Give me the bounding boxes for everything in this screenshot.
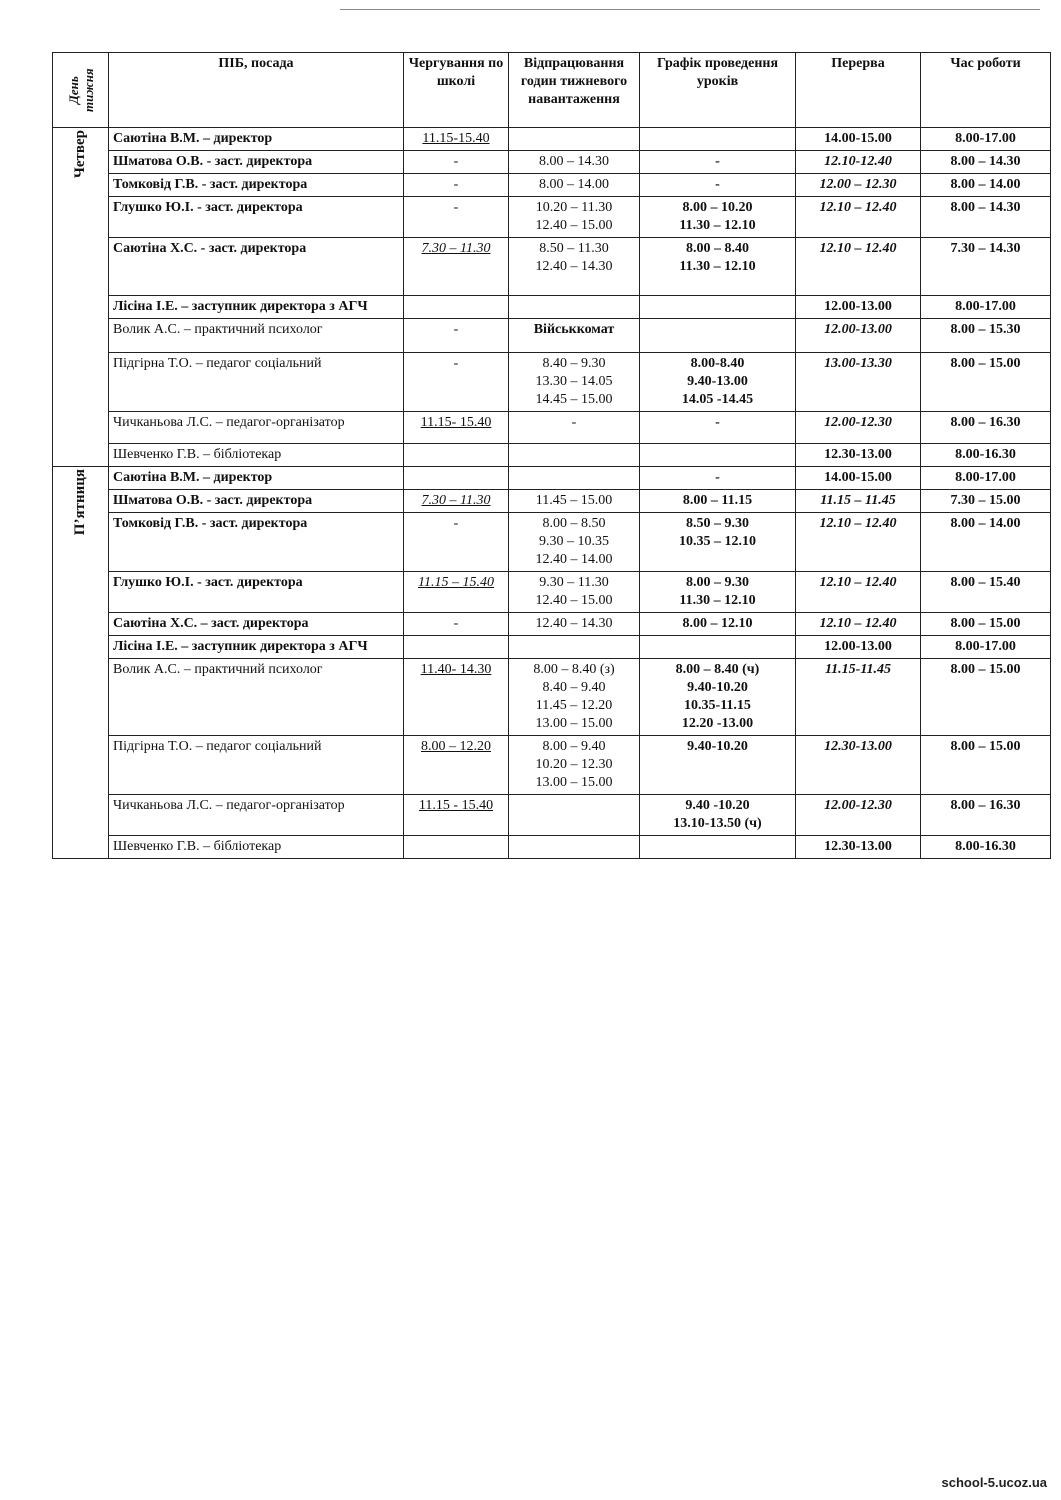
worktime-cell	[921, 736, 1051, 795]
top-rule	[340, 9, 1040, 10]
lessons-cell	[640, 836, 796, 859]
table-row	[53, 795, 1051, 836]
break-value: 14.00-15.00	[824, 470, 892, 485]
duty-cell	[404, 197, 509, 238]
workoff-value: 8.00 – 9.40	[542, 739, 606, 754]
lessons-value: 8.50 – 9.30	[686, 516, 749, 531]
header-name: ПІБ, посада	[109, 53, 404, 128]
header-day: День тижня	[53, 53, 109, 128]
duty-cell	[404, 513, 509, 572]
worktime-cell	[921, 467, 1051, 490]
lessons-value: 13.10-13.50 (ч)	[673, 816, 762, 831]
table-row	[53, 736, 1051, 795]
workoff-cell	[509, 412, 640, 444]
worktime-value: 8.00-17.00	[955, 470, 1016, 485]
workoff-cell	[509, 572, 640, 613]
workoff-cell	[509, 444, 640, 467]
employee-name: Саютіна Х.С. - заст. директора	[109, 238, 404, 296]
workoff-cell	[509, 795, 640, 836]
employee-name: Шматова О.В. - заст. директора	[109, 151, 404, 174]
workoff-value: 12.40 – 15.00	[535, 593, 613, 608]
break-value: 12.30-13.00	[824, 447, 892, 462]
lessons-cell	[640, 513, 796, 572]
workoff-cell	[509, 128, 640, 151]
workoff-cell	[509, 296, 640, 319]
break-cell	[796, 572, 921, 613]
break-value: 14.00-15.00	[824, 131, 892, 146]
lessons-value: 14.05 -14.45	[681, 392, 754, 407]
workoff-value: 9.30 – 11.30	[539, 575, 609, 590]
table-row	[53, 174, 1051, 197]
workoff-value: 10.20 – 12.30	[535, 757, 613, 772]
day-label: Четвер	[72, 130, 88, 179]
lessons-value: -	[715, 177, 720, 192]
table-row	[53, 513, 1051, 572]
duty-value: -	[453, 200, 459, 215]
duty-cell	[404, 836, 509, 859]
worktime-cell	[921, 636, 1051, 659]
employee-name: Чичканьова Л.С. – педагог-організатор	[109, 412, 404, 444]
worktime-value: 8.00-16.30	[955, 839, 1016, 854]
worktime-cell	[921, 613, 1051, 636]
day-label: П’ятниця	[72, 469, 88, 536]
employee-name: Волик А.С. – практичний психолог	[109, 659, 404, 736]
lessons-value: 8.00-8.40	[690, 356, 745, 371]
worktime-cell	[921, 444, 1051, 467]
worktime-value: 8.00 – 15.00	[950, 662, 1021, 677]
table-row	[53, 197, 1051, 238]
workoff-value: 8.00 – 8.40 (з)	[533, 662, 615, 677]
break-value: 12.00-13.00	[824, 639, 892, 654]
lessons-cell	[640, 174, 796, 197]
workoff-cell	[509, 736, 640, 795]
lessons-cell	[640, 795, 796, 836]
workoff-value: 11.45 – 15.00	[535, 493, 613, 508]
duty-value: -	[453, 322, 459, 337]
lessons-value: 9.40-10.20	[687, 680, 748, 695]
duty-cell	[404, 319, 509, 353]
worktime-cell	[921, 151, 1051, 174]
table-row	[53, 659, 1051, 736]
workoff-value: 13.30 – 14.05	[535, 374, 613, 389]
employee-name: Лісіна І.Е. – заступник директора з АГЧ	[109, 296, 404, 319]
workoff-value: 8.40 – 9.30	[542, 356, 606, 371]
break-value: 12.10 – 12.40	[819, 616, 897, 631]
break-cell	[796, 513, 921, 572]
workoff-cell	[509, 613, 640, 636]
break-cell	[796, 836, 921, 859]
worktime-value: 7.30 – 14.30	[950, 241, 1021, 256]
workoff-value: 8.40 – 9.40	[542, 680, 606, 695]
lessons-value: 9.40-10.20	[687, 739, 748, 754]
break-value: 12.10-12.40	[824, 154, 892, 169]
lessons-cell	[640, 659, 796, 736]
schedule-table	[52, 52, 1051, 859]
employee-name: Саютіна Х.С. – заст. директора	[109, 613, 404, 636]
duty-value: 11.15-15.40	[422, 131, 490, 146]
duty-value: -	[453, 177, 459, 192]
workoff-value: Військкомат	[533, 322, 615, 337]
worktime-value: 8.00 – 15.30	[950, 322, 1021, 337]
duty-value: 7.30 – 11.30	[421, 241, 491, 256]
break-value: 12.10 – 12.40	[819, 516, 897, 531]
employee-name: Саютіна В.М. – директор	[109, 128, 404, 151]
site-watermark: school-5.ucoz.ua	[941, 1475, 1047, 1490]
workoff-value: 8.00 – 14.00	[539, 177, 609, 192]
workoff-value: 9.30 – 10.35	[539, 534, 609, 549]
worktime-cell	[921, 353, 1051, 412]
employee-name: Шматова О.В. - заст. директора	[109, 490, 404, 513]
duty-cell	[404, 467, 509, 490]
worktime-value: 8.00-16.30	[955, 447, 1016, 462]
worktime-cell	[921, 174, 1051, 197]
workoff-value: 12.40 – 15.00	[535, 218, 613, 233]
worktime-value: 8.00 – 15.00	[950, 616, 1021, 631]
employee-name: Томковід Г.В. - заст. директора	[109, 174, 404, 197]
header-lessons: Графік проведення уроків	[640, 53, 796, 128]
break-value: 12.10 – 12.40	[819, 575, 897, 590]
duty-value: 11.15- 15.40	[420, 415, 492, 430]
employee-name: Чичканьова Л.С. – педагог-організатор	[109, 795, 404, 836]
workoff-cell	[509, 490, 640, 513]
workoff-value: 10.20 – 11.30	[535, 200, 613, 215]
workoff-cell	[509, 636, 640, 659]
table-row	[53, 296, 1051, 319]
worktime-cell	[921, 513, 1051, 572]
duty-cell	[404, 412, 509, 444]
table-row	[53, 412, 1051, 444]
break-value: 12.10 – 12.40	[819, 200, 897, 215]
lessons-cell	[640, 613, 796, 636]
table-row	[53, 151, 1051, 174]
workoff-value: 14.45 – 15.00	[535, 392, 613, 407]
lessons-cell	[640, 296, 796, 319]
lessons-cell	[640, 238, 796, 296]
worktime-value: 8.00 – 16.30	[950, 415, 1021, 430]
break-value: 12.00-13.00	[824, 299, 892, 314]
employee-name: Саютіна В.М. – директор	[109, 467, 404, 490]
break-cell	[796, 795, 921, 836]
lessons-cell	[640, 197, 796, 238]
lessons-cell	[640, 572, 796, 613]
lessons-cell	[640, 490, 796, 513]
table-row	[53, 353, 1051, 412]
break-cell	[796, 151, 921, 174]
duty-value: -	[453, 516, 459, 531]
workoff-value: 8.00 – 14.30	[539, 154, 609, 169]
worktime-cell	[921, 490, 1051, 513]
lessons-value: 11.30 – 12.10	[679, 259, 756, 274]
workoff-value: 13.00 – 15.00	[535, 775, 613, 790]
worktime-value: 8.00 – 14.30	[950, 154, 1021, 169]
break-value: 12.30-13.00	[824, 839, 892, 854]
duty-cell	[404, 613, 509, 636]
workoff-cell	[509, 319, 640, 353]
duty-cell	[404, 238, 509, 296]
worktime-value: 8.00 – 14.00	[950, 516, 1021, 531]
worktime-value: 7.30 – 15.00	[950, 493, 1021, 508]
break-value: 12.00 – 12.30	[819, 177, 897, 192]
break-value: 12.00-12.30	[824, 798, 892, 813]
lessons-value: 12.20 -13.00	[681, 716, 754, 731]
break-value: 13.00-13.30	[824, 356, 892, 371]
break-value: 12.00-12.30	[824, 415, 892, 430]
lessons-value: 8.00 – 8.40	[686, 241, 749, 256]
lessons-value: -	[715, 154, 720, 169]
day-cell	[53, 128, 109, 467]
workoff-value: -	[571, 415, 577, 430]
worktime-value: 8.00 – 15.00	[950, 739, 1021, 754]
header-row	[53, 53, 1051, 128]
workoff-value: 8.50 – 11.30	[539, 241, 609, 256]
schedule-body	[53, 128, 1051, 859]
worktime-cell	[921, 412, 1051, 444]
lessons-cell	[640, 636, 796, 659]
worktime-value: 8.00 – 14.30	[950, 200, 1021, 215]
employee-name: Лісіна І.Е. – заступник директора з АГЧ	[109, 636, 404, 659]
duty-cell	[404, 795, 509, 836]
break-cell	[796, 296, 921, 319]
workoff-cell	[509, 836, 640, 859]
lessons-value: 11.30 – 12.10	[679, 218, 756, 233]
break-cell	[796, 659, 921, 736]
workoff-cell	[509, 467, 640, 490]
lessons-cell	[640, 353, 796, 412]
lessons-value: 8.00 – 8.40 (ч)	[675, 662, 760, 677]
duty-value: -	[453, 154, 459, 169]
workoff-cell	[509, 513, 640, 572]
table-row	[53, 467, 1051, 490]
lessons-cell	[640, 467, 796, 490]
employee-name: Шевченко Г.В. – бібліотекар	[109, 836, 404, 859]
workoff-value: 12.40 – 14.00	[535, 552, 613, 567]
worktime-cell	[921, 795, 1051, 836]
duty-value: 11.15 - 15.40	[418, 798, 494, 813]
lessons-value: -	[715, 415, 720, 430]
lessons-cell	[640, 412, 796, 444]
employee-name: Глушко Ю.І. - заст. директора	[109, 572, 404, 613]
workoff-value: 12.40 – 14.30	[535, 616, 613, 631]
break-cell	[796, 174, 921, 197]
worktime-cell	[921, 659, 1051, 736]
table-row	[53, 836, 1051, 859]
worktime-value: 8.00 – 15.40	[950, 575, 1021, 590]
lessons-cell	[640, 151, 796, 174]
break-value: 12.10 – 12.40	[819, 241, 897, 256]
duty-cell	[404, 174, 509, 197]
break-cell	[796, 238, 921, 296]
worktime-cell	[921, 238, 1051, 296]
break-cell	[796, 353, 921, 412]
employee-name: Шевченко Г.В. – бібліотекар	[109, 444, 404, 467]
workoff-cell	[509, 353, 640, 412]
table-row	[53, 636, 1051, 659]
duty-cell	[404, 296, 509, 319]
lessons-value: 9.40-13.00	[687, 374, 748, 389]
duty-value: 8.00 – 12.20	[421, 739, 491, 754]
table-row	[53, 572, 1051, 613]
worktime-value: 8.00-17.00	[955, 131, 1016, 146]
lessons-value: -	[715, 470, 720, 485]
duty-cell	[404, 572, 509, 613]
workoff-value: 8.00 – 8.50	[542, 516, 606, 531]
table-row	[53, 490, 1051, 513]
lessons-value: 10.35-11.15	[684, 698, 751, 713]
employee-name: Підгірна Т.О. – педагог соціальний	[109, 353, 404, 412]
employee-name: Глушко Ю.І. - заст. директора	[109, 197, 404, 238]
lessons-cell	[640, 444, 796, 467]
workoff-cell	[509, 174, 640, 197]
worktime-cell	[921, 319, 1051, 353]
workoff-value: 11.45 – 12.20	[535, 698, 613, 713]
worktime-value: 8.00-17.00	[955, 299, 1016, 314]
table-row	[53, 238, 1051, 296]
header-break: Перерва	[796, 53, 921, 128]
header-worktime: Час роботи	[921, 53, 1051, 128]
worktime-cell	[921, 572, 1051, 613]
worktime-cell	[921, 296, 1051, 319]
worktime-value: 8.00-17.00	[955, 639, 1016, 654]
table-row	[53, 319, 1051, 353]
worktime-cell	[921, 197, 1051, 238]
lessons-value: 8.00 – 9.30	[686, 575, 749, 590]
lessons-cell	[640, 319, 796, 353]
worktime-cell	[921, 128, 1051, 151]
break-cell	[796, 128, 921, 151]
break-value: 12.00-13.00	[824, 322, 892, 337]
break-cell	[796, 197, 921, 238]
lessons-cell	[640, 736, 796, 795]
break-value: 11.15 – 11.45	[820, 493, 896, 508]
duty-value: -	[453, 356, 459, 371]
break-cell	[796, 467, 921, 490]
duty-cell	[404, 490, 509, 513]
worktime-value: 8.00 – 15.00	[950, 356, 1021, 371]
workoff-cell	[509, 151, 640, 174]
lessons-value: 10.35 – 12.10	[679, 534, 756, 549]
break-cell	[796, 444, 921, 467]
workoff-value: 12.40 – 14.30	[535, 259, 613, 274]
break-value: 11.15-11.45	[824, 662, 892, 677]
duty-cell	[404, 659, 509, 736]
table-row	[53, 128, 1051, 151]
duty-value: 11.40- 14.30	[420, 662, 492, 677]
day-cell	[53, 467, 109, 859]
lessons-value: 8.00 – 12.10	[682, 616, 753, 631]
duty-cell	[404, 128, 509, 151]
duty-value: 7.30 – 11.30	[421, 493, 491, 508]
lessons-value: 8.00 – 10.20	[682, 200, 753, 215]
duty-cell	[404, 353, 509, 412]
header-workoff: Відпрацювання годин тижневого навантаження	[509, 53, 640, 128]
workoff-cell	[509, 197, 640, 238]
workoff-cell	[509, 659, 640, 736]
table-row	[53, 613, 1051, 636]
employee-name: Волик А.С. – практичний психолог	[109, 319, 404, 353]
duty-cell	[404, 151, 509, 174]
lessons-value: 9.40 -10.20	[685, 798, 750, 813]
break-value: 12.30-13.00	[824, 739, 892, 754]
duty-cell	[404, 636, 509, 659]
break-cell	[796, 736, 921, 795]
header-duty: Чергування по школі	[404, 53, 509, 128]
break-cell	[796, 490, 921, 513]
worktime-cell	[921, 836, 1051, 859]
duty-cell	[404, 444, 509, 467]
workoff-cell	[509, 238, 640, 296]
employee-name: Підгірна Т.О. – педагог соціальний	[109, 736, 404, 795]
break-cell	[796, 613, 921, 636]
duty-value: -	[453, 616, 459, 631]
lessons-cell	[640, 128, 796, 151]
worktime-value: 8.00 – 14.00	[950, 177, 1021, 192]
duty-value: 11.15 – 15.40	[418, 575, 494, 590]
lessons-value: 8.00 – 11.15	[682, 493, 753, 508]
break-cell	[796, 636, 921, 659]
table-row	[53, 444, 1051, 467]
break-cell	[796, 412, 921, 444]
worktime-value: 8.00 – 16.30	[950, 798, 1021, 813]
lessons-value: 11.30 – 12.10	[679, 593, 756, 608]
break-cell	[796, 319, 921, 353]
duty-cell	[404, 736, 509, 795]
employee-name: Томковід Г.В. - заст. директора	[109, 513, 404, 572]
workoff-value: 13.00 – 15.00	[535, 716, 613, 731]
